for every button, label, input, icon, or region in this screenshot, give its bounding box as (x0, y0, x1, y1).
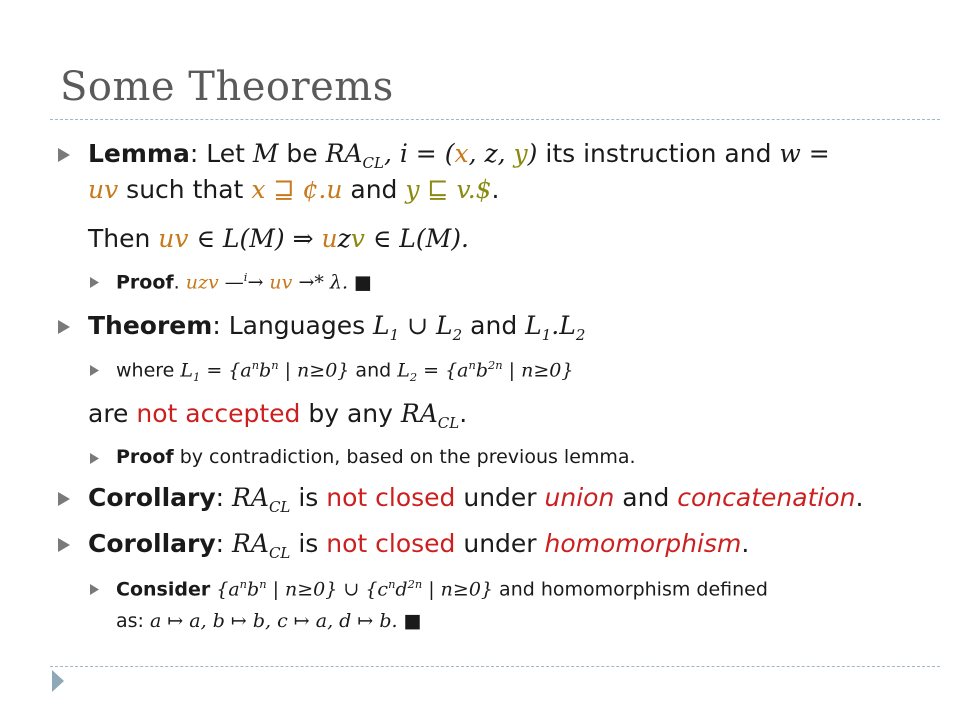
accepted-line: are not accepted by any $RA_{CL}$. (88, 399, 468, 432)
lemma-label: Lemma (88, 139, 190, 168)
bullet-triangle-icon (90, 365, 99, 376)
bullet-triangle-icon (58, 492, 70, 506)
consider-line-2: as: a ↦ a, b ↦ b, c ↦ a, d ↦ b. ■ (116, 610, 422, 632)
theorem-line: Theorem: Languages $L_1$ ∪ $L_2$ and $L_1.L_2$ (88, 311, 586, 344)
bullet-triangle-icon (90, 453, 99, 464)
slide-title: Some Theorems (60, 64, 394, 110)
consider-line-1: Consider {$a^nb^n$ | n≥0} ∪ {$c^nd^{2n}$ | n≥0} and homomorphism defined (116, 577, 768, 601)
bullet-triangle-icon (58, 148, 70, 162)
then-line: Then uv ∈ L(M) ⇒ uzv ∈ L(M). (88, 224, 469, 253)
corollary-2-line: Corollary: $RA_{CL}$ is not closed under homomorphism. (88, 529, 750, 562)
corollary-1-line: Corollary: $RA_{CL}$ is not closed under union and concatenation. (88, 483, 864, 516)
lemma-line-2: uv such that x ⊒ ¢.u and y ⊑ v.$. (88, 175, 500, 204)
where-line: where $L_1 = \{a^nb^n$ | n≥0} and $L_2 = \{a^nb^{2n}$ | n≥0} (116, 358, 574, 385)
bullet-triangle-icon (90, 277, 99, 288)
bullet-triangle-icon (90, 584, 99, 595)
bullet-triangle-icon (58, 320, 70, 334)
lemma-line-1: Lemma: Let M be $RA_{CL}$, i = (x, z, y) its instruction and w = (88, 139, 830, 172)
title-divider (50, 119, 940, 120)
footer-divider (50, 666, 940, 667)
proof-1-line: Proof. uzv —$^i$→ uv →* λ. ■ (116, 270, 372, 294)
nav-triangle-icon (52, 670, 64, 692)
bullet-triangle-icon (58, 538, 70, 552)
proof-2-line: Proof by contradiction, based on the previous lemma. (116, 446, 636, 468)
